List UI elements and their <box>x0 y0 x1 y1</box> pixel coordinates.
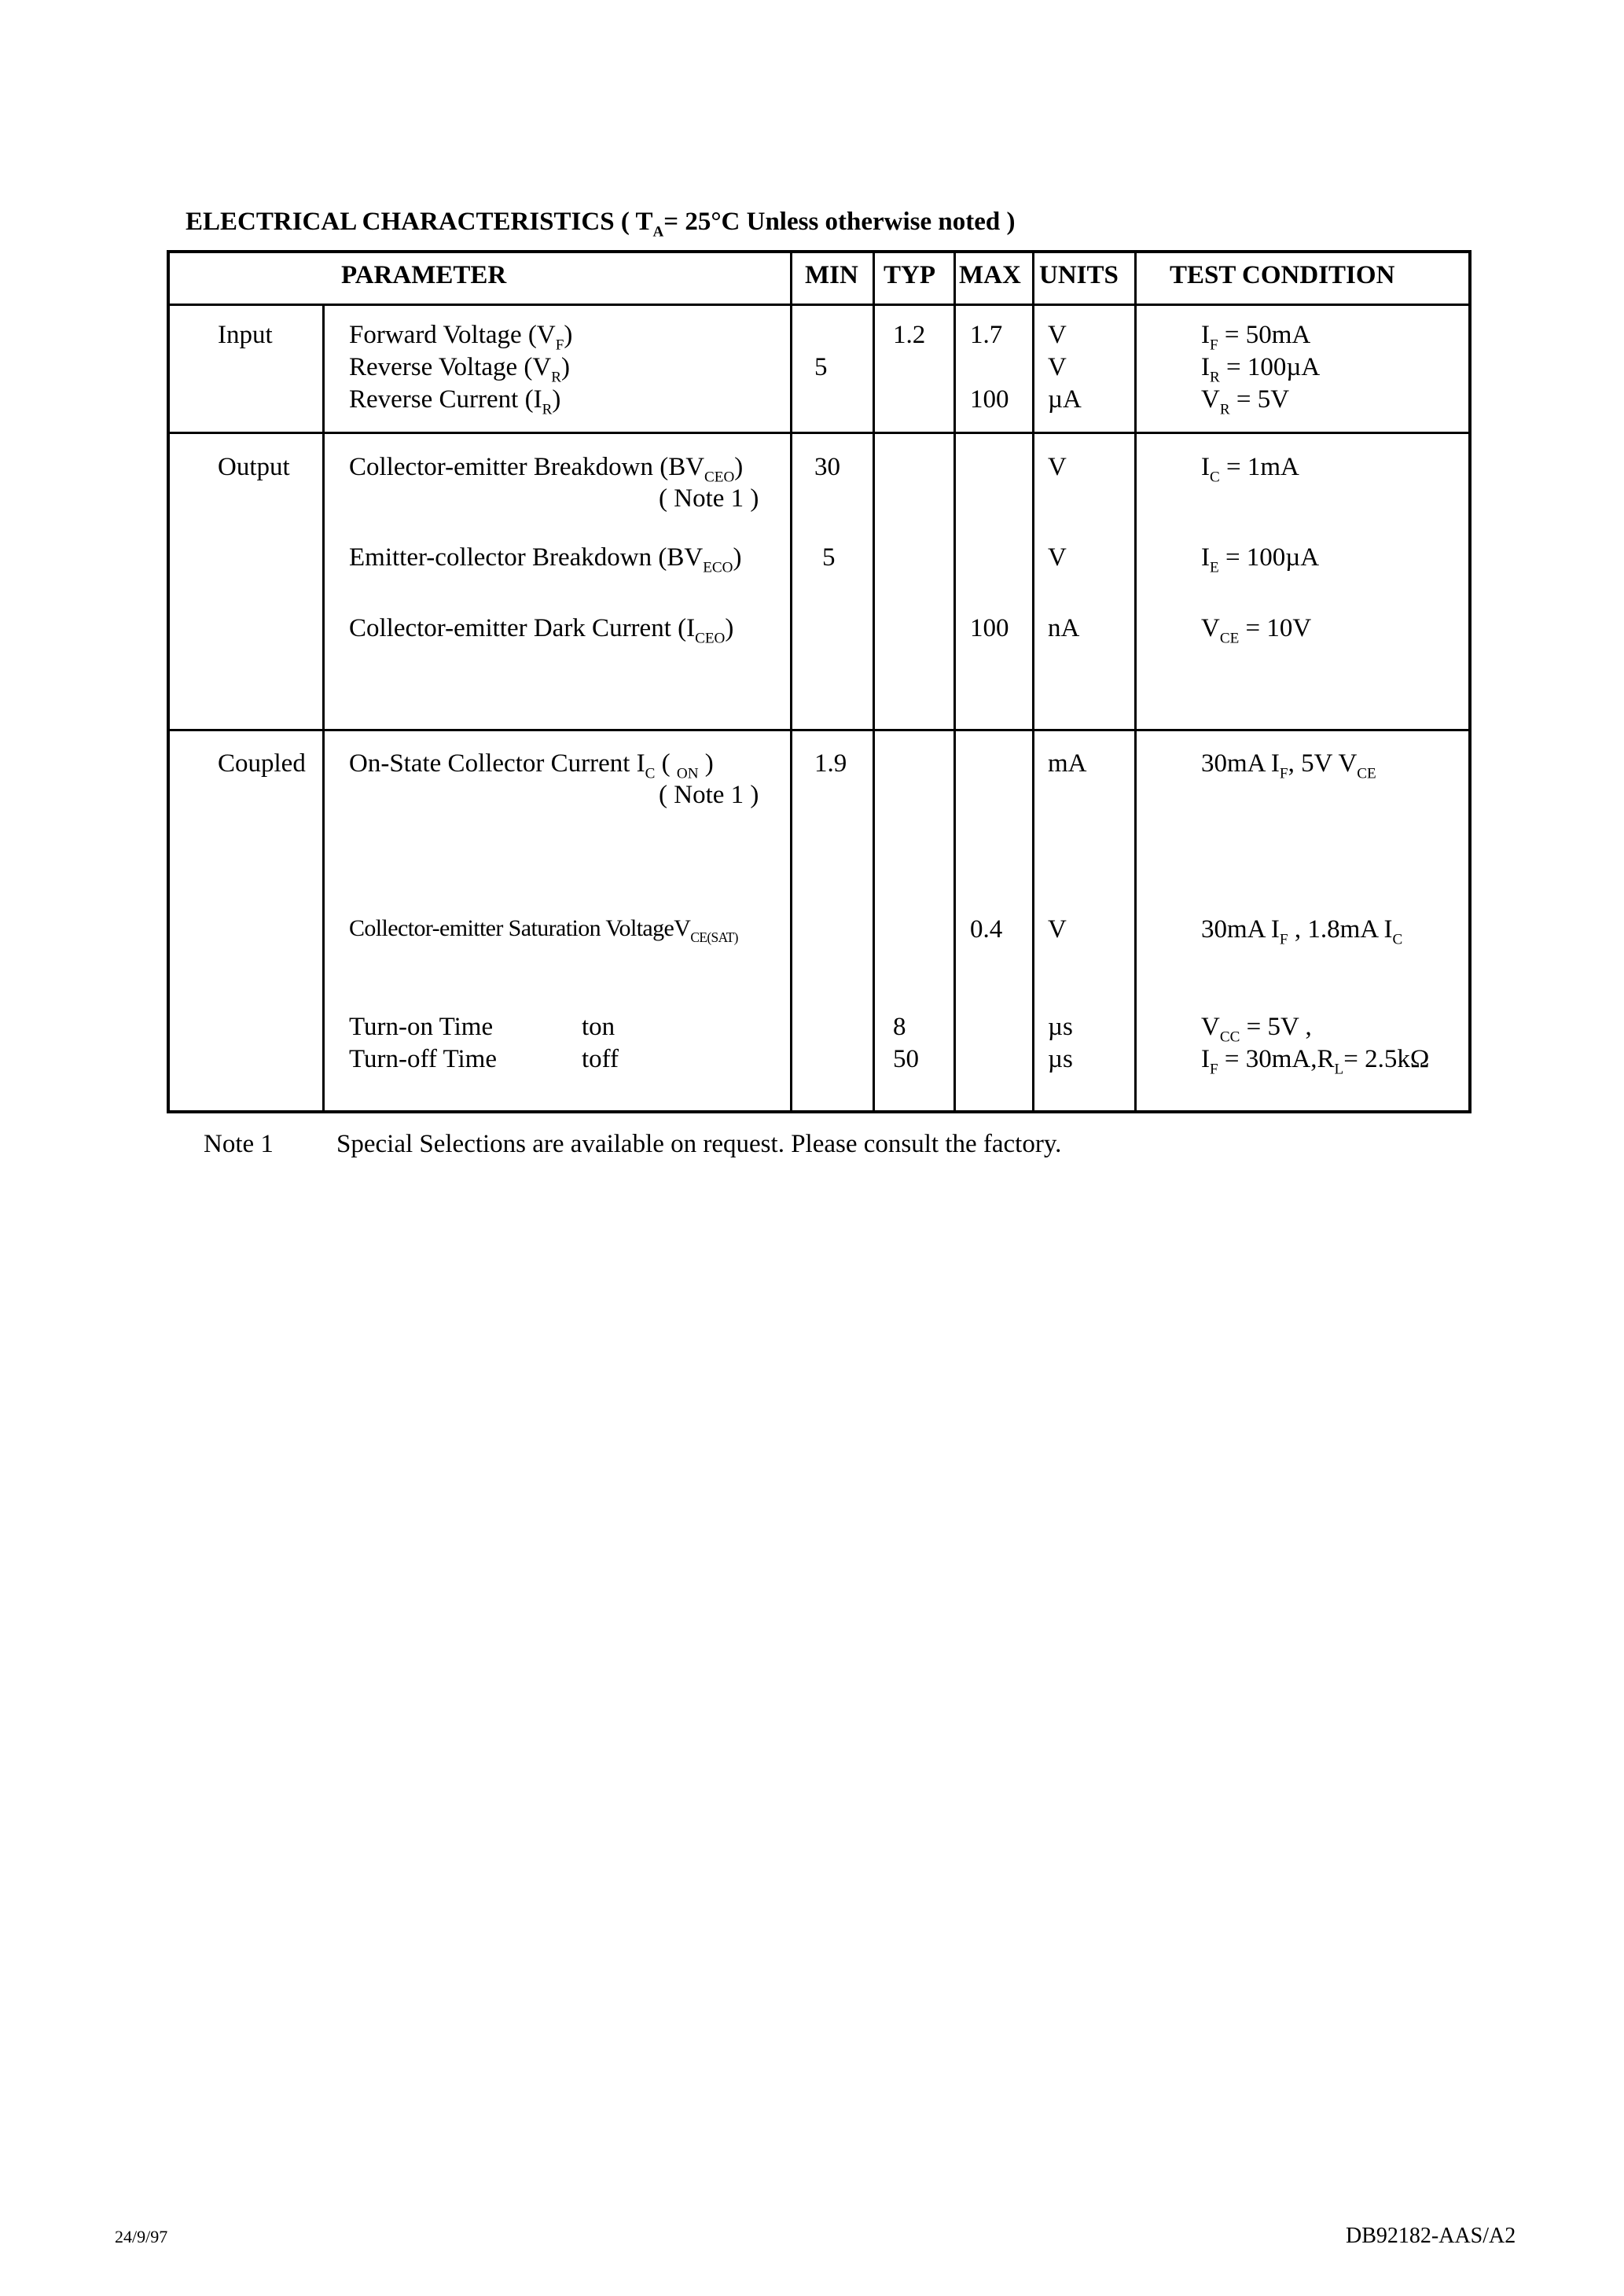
reverse-current-condition: $V_R = 5V$ <box>1201 385 1290 418</box>
section-output: Output <box>218 453 290 481</box>
param-reverse-voltage: Reverse Voltage $(V_R)$ <box>349 353 570 386</box>
ic-on-min: 1.9 <box>814 749 847 778</box>
units-column-divider <box>1032 250 1034 1113</box>
bvceo-units: V <box>1048 453 1067 481</box>
ic-on-units: mA <box>1048 749 1087 778</box>
param-forward-voltage: Forward Voltage $(V_F)$ <box>349 321 573 354</box>
forward-voltage-units: V <box>1048 321 1067 349</box>
note-label: Note 1 <box>204 1130 274 1158</box>
bvceo-note: ( Note 1 ) <box>659 484 759 513</box>
vce-sat-condition: 30mA $I_F$ , 1.8mA $I_C$ <box>1201 915 1403 948</box>
header-min: MIN <box>805 261 858 289</box>
forward-voltage-condition: $I_F = 50mA$ <box>1201 321 1311 354</box>
bveco-units: V <box>1048 543 1067 572</box>
header-typ: TYP <box>884 261 935 289</box>
bveco-condition: $I_E = 100\mu A$ <box>1201 543 1320 576</box>
header-units: UNITS <box>1039 261 1119 289</box>
ic-on-note: ( Note 1 ) <box>659 781 759 809</box>
turn-on-units: µs <box>1048 1013 1073 1041</box>
reverse-voltage-condition: $I_R = 100\mu A$ <box>1201 353 1321 386</box>
param-reverse-current: Reverse Current $(I_R)$ <box>349 385 561 418</box>
param-turn-off-time: Turn-off Time <box>349 1045 497 1073</box>
max-column-divider <box>953 250 956 1113</box>
param-bveco: Emitter-collector Breakdown $(BV_{ECO})$ <box>349 543 742 576</box>
typ-column-divider <box>873 250 875 1113</box>
turn-off-symbol: toff <box>582 1045 619 1073</box>
turn-on-condition: $V_{CC} = 5V$ , <box>1201 1013 1312 1046</box>
min-column-divider <box>790 250 792 1113</box>
page-title: ELECTRICAL CHARACTERISTICS ( $T_A= 25^\circ C$ Unless otherwise noted ) <box>186 208 1016 241</box>
turn-off-condition: $I_F = 30mA,R_L= 2.5k\Omega$ <box>1201 1045 1430 1078</box>
footer-document-id: DB92182-AAS/A2 <box>1346 2224 1516 2248</box>
test-condition-column-divider <box>1134 250 1137 1113</box>
section-coupled: Coupled <box>218 749 306 778</box>
iceo-condition: $V_{CE} = 10V$ <box>1201 614 1312 647</box>
param-iceo: Collector-emitter Dark Current $(I_{CEO})$ <box>349 614 734 647</box>
turn-on-symbol: ton <box>582 1013 615 1041</box>
reverse-current-units: µA <box>1048 385 1082 414</box>
iceo-max: 100 <box>970 614 1009 642</box>
bveco-min: 5 <box>822 543 836 572</box>
header-test-condition: TEST CONDITION <box>1170 261 1395 289</box>
section-column-divider <box>322 304 325 1113</box>
section-input: Input <box>218 321 273 349</box>
turn-on-typ: 8 <box>893 1013 906 1041</box>
turn-off-units: µs <box>1048 1045 1073 1073</box>
reverse-voltage-units: V <box>1048 353 1067 381</box>
header-max: MAX <box>959 261 1021 289</box>
vce-sat-units: V <box>1048 915 1067 944</box>
forward-voltage-typ: 1.2 <box>893 321 926 349</box>
param-ic-on: On-State Collector Current $I_C$ ( $_{ON}$ ) <box>349 749 714 782</box>
header-divider <box>167 304 1472 306</box>
iceo-units: nA <box>1048 614 1080 642</box>
note-text: Special Selections are available on request. Please consult the factory. <box>336 1130 1062 1158</box>
bvceo-min: 30 <box>814 453 840 481</box>
output-section-divider <box>167 729 1472 731</box>
param-vce-sat: Collector-emitter Saturation VoltageV$_{CE(SAT)}$ <box>349 915 738 945</box>
vce-sat-max: 0.4 <box>970 915 1003 944</box>
footer-date: 24/9/97 <box>115 2227 168 2246</box>
header-parameter: PARAMETER <box>341 261 507 289</box>
param-turn-on-time: Turn-on Time <box>349 1013 494 1041</box>
reverse-current-max: 100 <box>970 385 1009 414</box>
turn-off-typ: 50 <box>893 1045 919 1073</box>
reverse-voltage-min: 5 <box>814 353 828 381</box>
bvceo-condition: $I_C = 1mA$ <box>1201 453 1299 486</box>
input-section-divider <box>167 432 1472 434</box>
forward-voltage-max: 1.7 <box>970 321 1003 349</box>
param-bvceo: Collector-emitter Breakdown $(BV_{CEO})$ <box>349 453 744 486</box>
ic-on-condition: 30mA $I_F$, 5V $V_{CE}$ <box>1201 749 1376 782</box>
